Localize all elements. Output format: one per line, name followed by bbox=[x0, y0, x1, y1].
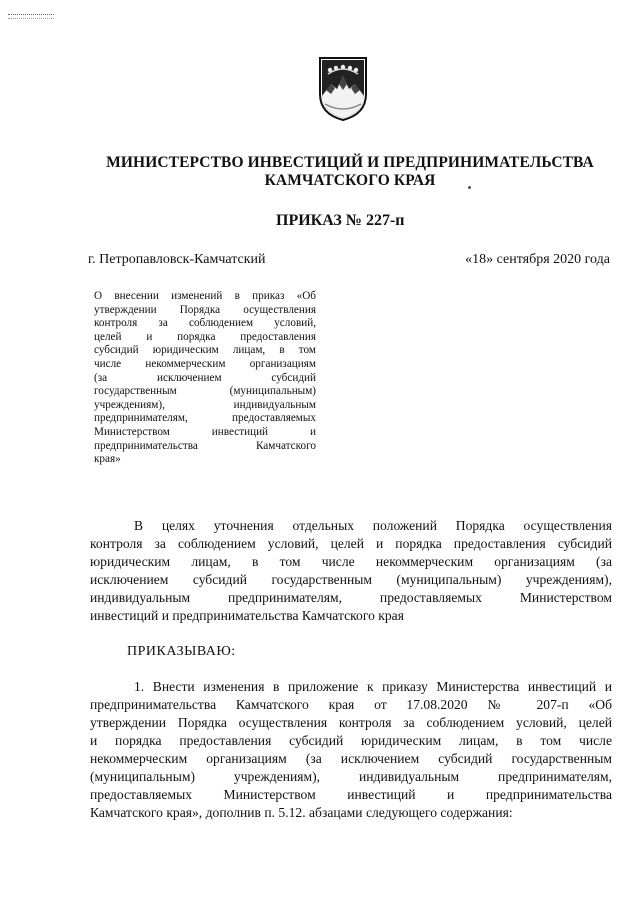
order-title: ПРИКАЗ № 227-п bbox=[276, 212, 405, 229]
scan-dot bbox=[468, 186, 471, 189]
item-1-line: предоставляемых Министерством инвестиций и предпринимательства bbox=[90, 787, 612, 802]
kamchatka-emblem-icon bbox=[317, 56, 369, 122]
intro-line: инвестиций и предпринимательства Камчатского края bbox=[90, 608, 404, 623]
ministry-name bbox=[60, 154, 640, 190]
subject-line: учреждениям), индивидуальным bbox=[94, 398, 316, 411]
scan-artifact bbox=[8, 14, 54, 19]
intro-paragraph bbox=[90, 517, 612, 625]
item-1-line: утверждении Порядка осуществления контроля за соблюдением условий, целей bbox=[90, 715, 612, 730]
subject-line: утверждении Порядка осуществления bbox=[94, 303, 316, 316]
subject-line: края» bbox=[94, 453, 121, 466]
subject-line: контроля за соблюдением условий, bbox=[94, 317, 316, 330]
item-1-line: (муниципальным) учреждениям), индивидуальным предпринимателям, bbox=[90, 769, 612, 784]
item-1-line: и порядка предоставления субсидий юридическим лицам, в том числе bbox=[90, 733, 612, 748]
subject-line: Министерством инвестиций и bbox=[94, 425, 316, 438]
intro-line: В целях уточнения отдельных положений Порядка осуществления bbox=[134, 518, 612, 533]
subject-line: предпринимательства Камчатского bbox=[94, 439, 316, 452]
item-1-line: 1. Внести изменения в приложение к приказу Министерства инвестиций и bbox=[134, 679, 612, 694]
subject-line: О внесении изменений в приказ «Об bbox=[94, 290, 316, 302]
order-date: «18» сентября 2020 года bbox=[465, 252, 610, 267]
order-subject bbox=[94, 290, 316, 467]
intro-line: юридическим лицам, в том числе некоммерческим организациям (за bbox=[90, 554, 612, 569]
intro-line: контроля за соблюдением условий, целей и порядка предоставления субсидий bbox=[90, 536, 612, 551]
subject-line: (за исключением субсидий bbox=[94, 371, 316, 384]
subject-line: целей и порядка предоставления bbox=[94, 330, 316, 343]
city: г. Петропавловск-Камчатский bbox=[88, 252, 266, 267]
subject-line: числе некоммерческим организациям bbox=[94, 357, 316, 370]
item-1-line: некоммерческим организациям (за исключением субсидий государственным bbox=[90, 751, 612, 766]
ministry-name-line2: КАМЧАТСКОГО КРАЯ bbox=[264, 172, 436, 189]
intro-line: индивидуальным предпринимателям, предоставляемых Министерством bbox=[90, 590, 612, 605]
subject-line: предпринимателям, предоставляемых bbox=[94, 412, 316, 425]
item-1-line: предпринимательства Камчатского края от 17.08.2020 № 207-п «Об bbox=[90, 697, 612, 712]
item-1-paragraph bbox=[90, 678, 612, 822]
intro-line: исключением субсидий государственным (муниципальным) учреждениям), bbox=[90, 572, 612, 587]
ministry-name-line1: МИНИСТЕРСТВО ИНВЕСТИЦИЙ И ПРЕДПРИНИМАТЕЛЬСТВА bbox=[106, 154, 594, 171]
subject-line: государственным (муниципальным) bbox=[94, 385, 316, 398]
item-1-line: Камчатского края», дополнив п. 5.12. абзацами следующего содержания: bbox=[90, 805, 513, 820]
order-directive: ПРИКАЗЫВАЮ: bbox=[127, 644, 236, 659]
subject-line: субсидий юридическим лицам, в том bbox=[94, 344, 316, 357]
